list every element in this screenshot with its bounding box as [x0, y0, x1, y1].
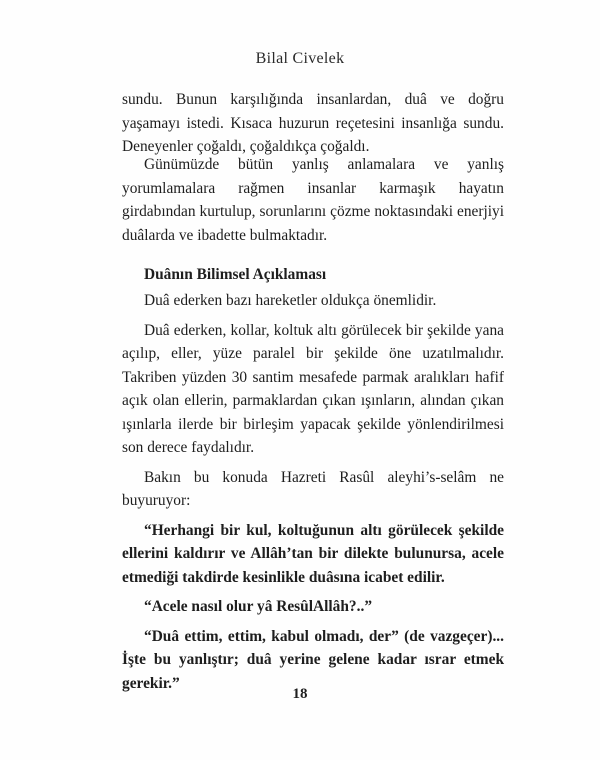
hadith-quote-3: “Duâ ettim, ettim, kabul olmadı, der” (de vazgeçer)... İşte bu yanlıştır; duâ yerine gelene kadar ısrar etmek gerekir.” — [122, 627, 504, 692]
paragraph-3: Duâ ederken bazı hareketler oldukça önemlidir. — [144, 292, 437, 309]
paragraph-modern-times — [122, 153, 504, 247]
section-heading: Duânın Bilimsel Açıklaması — [144, 266, 327, 283]
paragraph-5: Bakın bu konuda Hazreti Rasûl aleyhi’s-selâm ne buyuruyor: — [122, 468, 504, 509]
page-number: 18 — [292, 686, 308, 702]
paragraph-2: Günümüzde bütün yanlış anlamalara ve yanlış yorumlamalara rağmen insanlar karmaşık hayatın girdabından kurtulup, sorunlarını çözme noktasındaki enerjiyi duâlarda ve ibadette bulmaktadır. — [122, 156, 504, 244]
paragraph-1: sundu. Bunun karşılığında insanlardan, duâ ve doğru yaşamayı istedi. Kısaca huzurun reçetesini insanlığa sundu. Deneyenler çoğaldı, çoğaldıkça çoğaldı. — [122, 91, 504, 155]
hadith-quote-1: “Herhangi bir kul, koltuğunun altı görülecek şekilde ellerini kaldırır ve Allâh’tan bir dilekte bulunursa, acele etmediği takdirde kesinlikle duâsına icabet edilir. — [122, 521, 504, 586]
running-header-author: Bilal Civelek — [255, 50, 345, 67]
section-body — [122, 289, 504, 695]
paragraph-continuation — [122, 88, 504, 159]
hadith-quote-2: “Acele nasıl olur yâ ResûlAllâh?..” — [144, 598, 373, 615]
paragraph-4: Duâ ederken, kollar, koltuk altı görülecek bir şekilde yana açılıp, eller, yüze paralel bir şekilde öne uzatılmalıdır. Takriben yüzden 30 santim mesafede parmak aralıkları hafif açık olan ellerin, parmaklardan çıkan ışınların, alından çıkan ışınlarla ilerde bir birleşim yapacak şekilde yönlendirilmesi son derece faydalıdır. — [122, 321, 504, 456]
